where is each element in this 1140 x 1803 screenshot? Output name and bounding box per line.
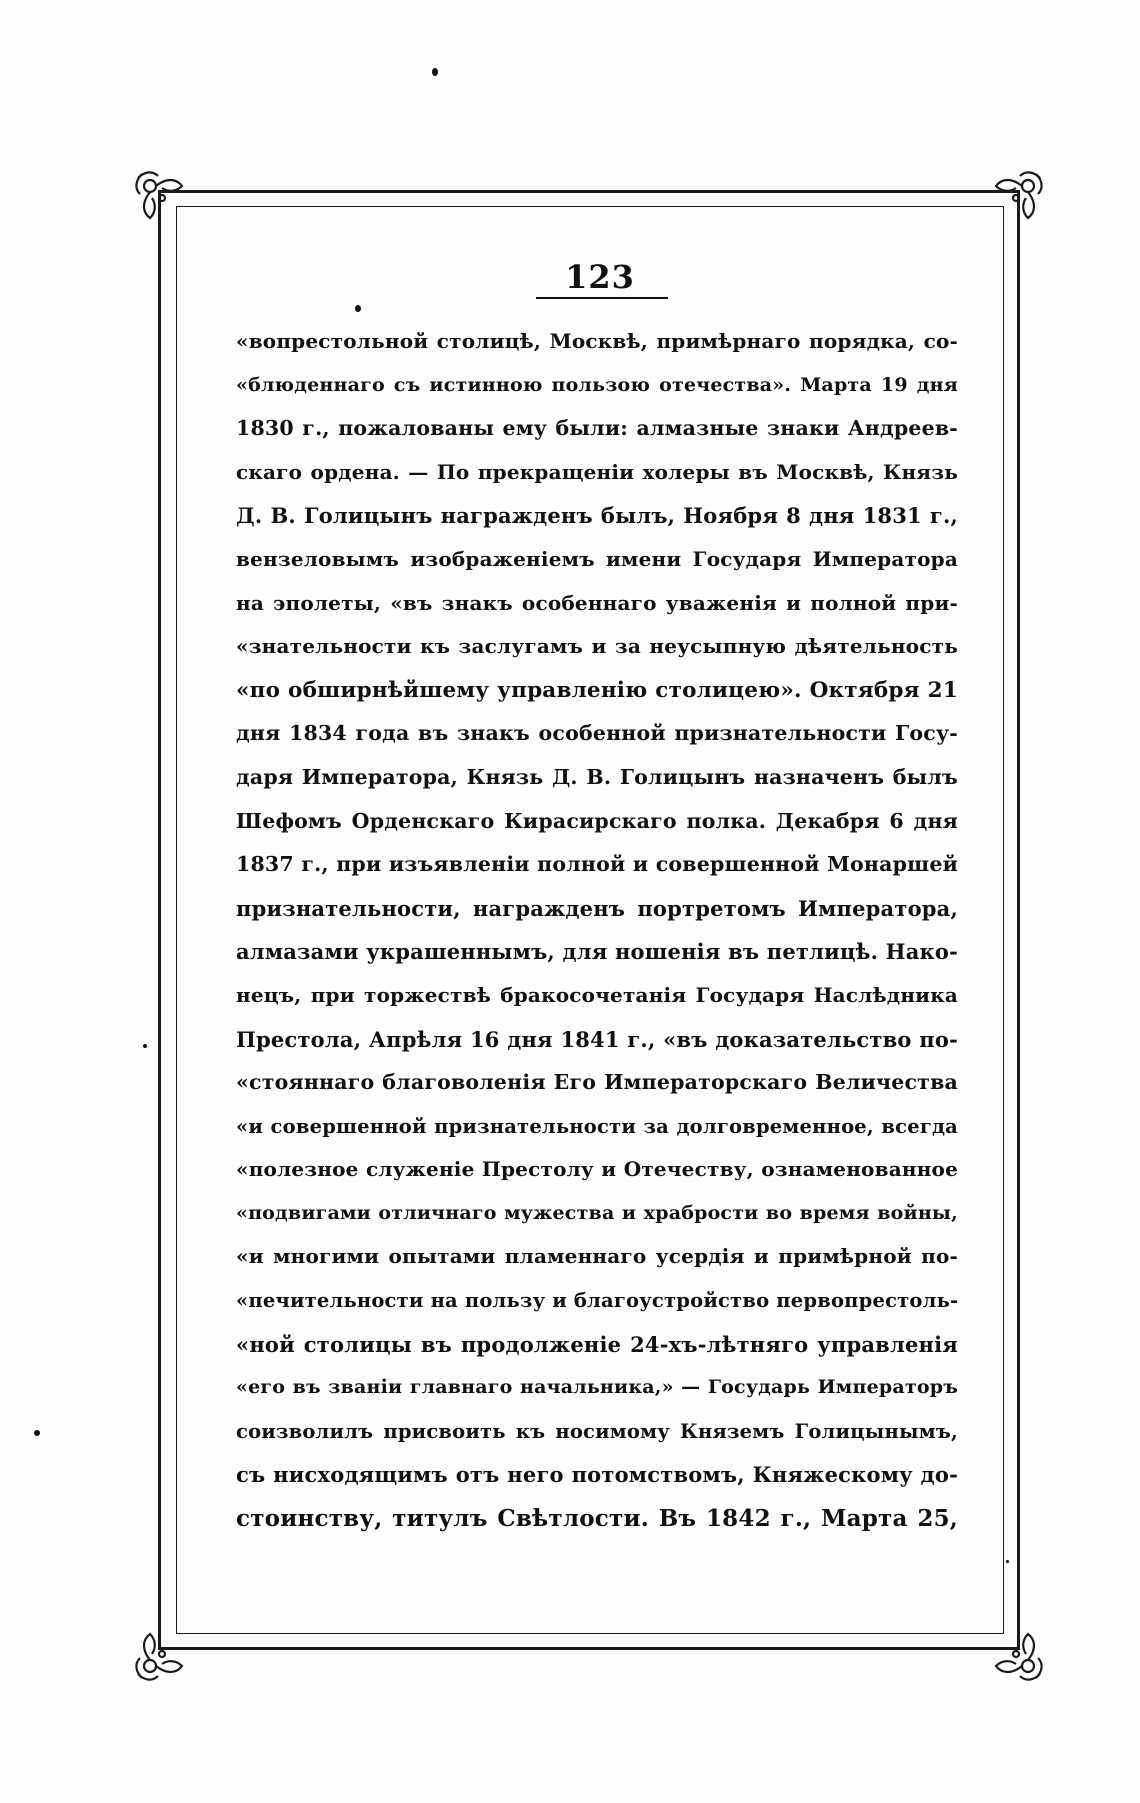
flourish-corner-icon xyxy=(132,1614,202,1684)
text-line: «знательности къ заслугамъ и за неусыпную дѣятельность xyxy=(236,634,958,659)
text-line: «и совершенной признательности за долговременное, всегда xyxy=(236,1114,958,1138)
text-line: «и многими опытами пламеннаго усердія и примѣрной по- xyxy=(236,1244,958,1269)
flourish-corner-icon xyxy=(132,168,202,238)
text-line: нецъ, при торжествѣ бракосочетанія Государя Наслѣдника xyxy=(236,982,958,1007)
text-line: на эполеты, «въ знакъ особеннаго уваженія и полной при- xyxy=(236,590,958,615)
text-line: дня 1834 года въ знакъ особенной признательности Госу- xyxy=(236,721,958,746)
text-line: «печительности на пользу и благоустройство первопрестоль- xyxy=(236,1289,958,1313)
flourish-corner-icon xyxy=(976,1614,1046,1684)
text-line: «ной столицы въ продолженіе 24-хъ-лѣтняго управленія xyxy=(236,1331,958,1357)
text-line: «его въ званіи главнаго начальника,» — Государь Императоръ xyxy=(236,1376,958,1399)
text-line: «полезное служеніе Престолу и Отечеству, ознаменованное xyxy=(236,1157,958,1182)
text-line: 1830 г., пожалованы ему были: алмазные знаки Андреев- xyxy=(236,416,958,441)
text-line: «по обширнѣйшему управленію столицею». Октября 21 xyxy=(236,677,958,703)
scan-speck xyxy=(432,68,438,76)
text-line: даря Императора, Князь Д. В. Голицынъ назначенъ былъ xyxy=(236,764,958,789)
page-number-underline xyxy=(536,297,668,299)
text-line: алмазами украшеннымъ, для ношенія въ петлицѣ. Нако- xyxy=(236,939,958,965)
text-line: «стояннаго благоволенія Его Императорскаго Величества xyxy=(236,1070,958,1095)
scan-speck xyxy=(34,1430,40,1436)
text-line: «блюденнаго съ истинною пользою отечества». Марта 19 дня xyxy=(236,373,958,396)
text-line: «подвигами отличнаго мужества и храбрости во время войны, xyxy=(236,1201,958,1224)
text-line: Престола, Апрѣля 16 дня 1841 г., «въ доказательство по- xyxy=(236,1026,958,1052)
body-text xyxy=(236,320,958,1541)
text-line: стоинству, титулъ Свѣтлости. Въ 1842 г., Марта 25, xyxy=(236,1505,958,1533)
text-line: скаго ордена. — По прекращеніи холеры въ Москвѣ, Князь xyxy=(236,459,958,484)
text-line: Шефомъ Орденскаго Кирасирскаго полка. Декабря 6 дня xyxy=(236,808,958,833)
text-line: соизволилъ присвоить къ носимому Княземъ Голицынымъ, xyxy=(236,1419,958,1443)
text-line: Д. В. Голицынъ награжденъ былъ, Ноября 8 дня 1831 г., xyxy=(236,503,958,529)
text-line: 1837 г., при изъявленіи полной и совершенной Монаршей xyxy=(236,852,958,877)
text-line: вензеловымъ изображеніемъ имени Государя Императора xyxy=(236,546,958,571)
scan-speck xyxy=(143,1044,147,1048)
text-line: съ нисходящимъ отъ него потомствомъ, Княжескому до- xyxy=(236,1462,958,1488)
text-line: «вопрестольной столицѣ, Москвѣ, примѣрнаго порядка, со- xyxy=(236,329,958,353)
page-number: 123 xyxy=(565,258,635,296)
text-line: признательности, награжденъ портретомъ Императора, xyxy=(236,895,958,921)
flourish-corner-icon xyxy=(976,168,1046,238)
